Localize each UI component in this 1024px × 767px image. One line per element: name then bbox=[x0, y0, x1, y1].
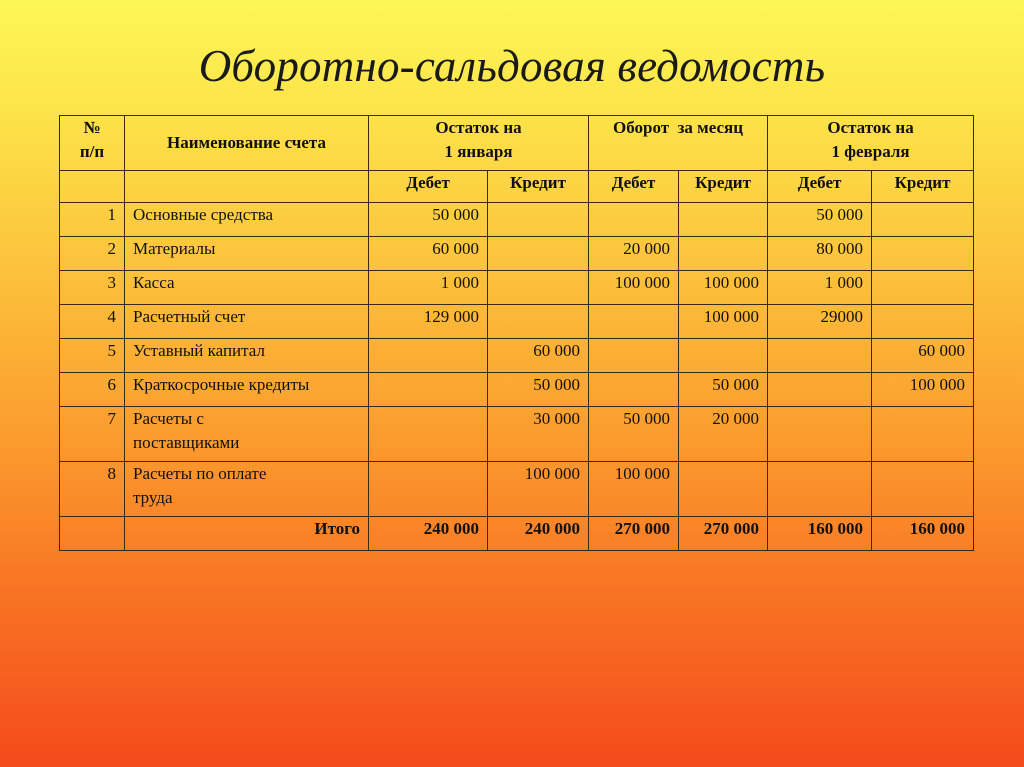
total-turnover-credit: 270 000 bbox=[679, 517, 768, 551]
turnover-debit: 100 000 bbox=[589, 271, 679, 305]
turnover-credit bbox=[679, 339, 768, 373]
table-row bbox=[60, 339, 974, 373]
row-number: 8 bbox=[60, 462, 125, 517]
header-num-line2: п/п bbox=[79, 142, 105, 161]
row-number: 2 bbox=[60, 237, 125, 271]
turnover-debit bbox=[589, 203, 679, 237]
header-turnover bbox=[589, 116, 768, 171]
opening-debit: 1 000 bbox=[369, 271, 488, 305]
turnover-debit bbox=[589, 305, 679, 339]
turnover-credit bbox=[679, 203, 768, 237]
header-closing-line2: 1 февраля bbox=[831, 142, 910, 161]
account-name: Краткосрочные кредиты bbox=[125, 373, 369, 407]
subheader-credit: Кредит bbox=[679, 171, 768, 203]
opening-debit: 60 000 bbox=[369, 237, 488, 271]
table-row bbox=[60, 462, 974, 517]
opening-debit: 129 000 bbox=[369, 305, 488, 339]
turnover-credit: 50 000 bbox=[679, 373, 768, 407]
opening-credit bbox=[488, 237, 589, 271]
total-empty bbox=[60, 517, 125, 551]
header-opening-line2: 1 января bbox=[444, 142, 513, 161]
table-row bbox=[60, 407, 974, 462]
closing-debit: 80 000 bbox=[768, 237, 872, 271]
row-number: 3 bbox=[60, 271, 125, 305]
header-num-line1: № bbox=[83, 118, 101, 137]
row-number: 6 bbox=[60, 373, 125, 407]
opening-debit bbox=[369, 407, 488, 462]
total-opening-credit: 240 000 bbox=[488, 517, 589, 551]
total-closing-debit: 160 000 bbox=[768, 517, 872, 551]
turnover-debit bbox=[589, 373, 679, 407]
account-name: Материалы bbox=[125, 237, 369, 271]
opening-credit: 60 000 bbox=[488, 339, 589, 373]
closing-debit bbox=[768, 373, 872, 407]
turnover-credit bbox=[679, 237, 768, 271]
row-number: 1 bbox=[60, 203, 125, 237]
header-turnover-label: Оборот за месяц bbox=[613, 118, 744, 137]
header-row bbox=[60, 116, 974, 171]
account-name-line1: Расчеты с bbox=[133, 409, 204, 428]
closing-credit bbox=[872, 237, 974, 271]
turnover-credit: 100 000 bbox=[679, 271, 768, 305]
opening-credit: 50 000 bbox=[488, 373, 589, 407]
closing-credit: 100 000 bbox=[872, 373, 974, 407]
closing-debit: 50 000 bbox=[768, 203, 872, 237]
turnover-debit: 50 000 bbox=[589, 407, 679, 462]
turnover-debit: 100 000 bbox=[589, 462, 679, 517]
closing-credit bbox=[872, 305, 974, 339]
closing-debit bbox=[768, 407, 872, 462]
total-label: Итого bbox=[125, 517, 369, 551]
opening-debit bbox=[369, 373, 488, 407]
opening-credit bbox=[488, 305, 589, 339]
opening-debit bbox=[369, 339, 488, 373]
account-name: Расчетный счет bbox=[125, 305, 369, 339]
account-name: Уставный капитал bbox=[125, 339, 369, 373]
turnover-credit bbox=[679, 462, 768, 517]
subheader-debit: Дебет bbox=[589, 171, 679, 203]
opening-credit bbox=[488, 271, 589, 305]
closing-debit bbox=[768, 462, 872, 517]
total-opening-debit: 240 000 bbox=[369, 517, 488, 551]
total-turnover-debit: 270 000 bbox=[589, 517, 679, 551]
account-name bbox=[125, 462, 369, 517]
row-number: 5 bbox=[60, 339, 125, 373]
turnover-credit: 100 000 bbox=[679, 305, 768, 339]
opening-debit bbox=[369, 462, 488, 517]
table-row bbox=[60, 305, 974, 339]
opening-credit: 100 000 bbox=[488, 462, 589, 517]
header-num bbox=[60, 116, 125, 171]
closing-credit bbox=[872, 462, 974, 517]
row-number: 7 bbox=[60, 407, 125, 462]
header-closing-balance bbox=[768, 116, 974, 171]
subheader-debit: Дебет bbox=[369, 171, 488, 203]
opening-credit: 30 000 bbox=[488, 407, 589, 462]
page-title: Оборотно-сальдовая ведомость bbox=[198, 41, 826, 91]
closing-credit bbox=[872, 271, 974, 305]
subheader-empty bbox=[60, 171, 125, 203]
account-name: Основные средства bbox=[125, 203, 369, 237]
table-row bbox=[60, 271, 974, 305]
subheader-credit: Кредит bbox=[872, 171, 974, 203]
total-closing-credit: 160 000 bbox=[872, 517, 974, 551]
closing-credit: 60 000 bbox=[872, 339, 974, 373]
account-name-line2: труда bbox=[133, 488, 173, 507]
header-opening-balance bbox=[369, 116, 589, 171]
table-row bbox=[60, 373, 974, 407]
opening-credit bbox=[488, 203, 589, 237]
subheader-debit: Дебет bbox=[768, 171, 872, 203]
closing-debit: 29000 bbox=[768, 305, 872, 339]
turnover-debit bbox=[589, 339, 679, 373]
turnover-debit: 20 000 bbox=[589, 237, 679, 271]
turnover-credit: 20 000 bbox=[679, 407, 768, 462]
opening-debit: 50 000 bbox=[369, 203, 488, 237]
header-opening-line1: Остаток на bbox=[435, 118, 522, 137]
subheader-credit: Кредит bbox=[488, 171, 589, 203]
table-row bbox=[60, 203, 974, 237]
closing-credit bbox=[872, 203, 974, 237]
closing-debit bbox=[768, 339, 872, 373]
header-closing-line1: Остаток на bbox=[827, 118, 914, 137]
account-name-line2: поставщиками bbox=[133, 433, 240, 452]
account-name: Касса bbox=[125, 271, 369, 305]
total-row bbox=[60, 517, 974, 551]
closing-debit: 1 000 bbox=[768, 271, 872, 305]
subheader-empty bbox=[125, 171, 369, 203]
header-account-name: Наименование счета bbox=[125, 116, 369, 171]
balance-sheet-table bbox=[59, 115, 974, 551]
account-name-line1: Расчеты по оплате bbox=[133, 464, 267, 483]
closing-credit bbox=[872, 407, 974, 462]
account-name bbox=[125, 407, 369, 462]
row-number: 4 bbox=[60, 305, 125, 339]
table-row bbox=[60, 237, 974, 271]
subheader-row bbox=[60, 171, 974, 203]
